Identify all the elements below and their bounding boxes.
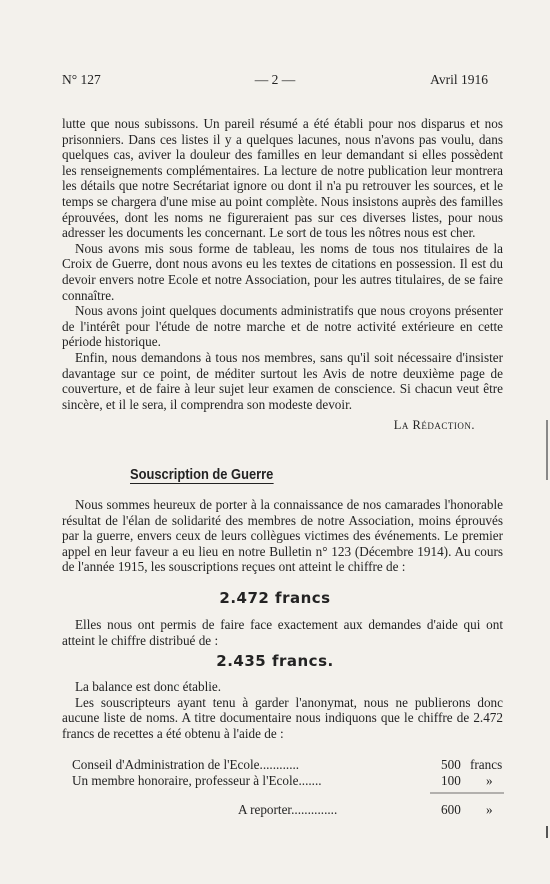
carry-row — [72, 802, 504, 818]
binding-edge — [546, 826, 548, 838]
paragraph: Nous avons mis sous forme de tableau, les noms de tous nos titulaires de la Croix de Guerre, dont nous avons eu les textes de citations en possession. Il est du devoir envers notre Ecole et notre Association, pour les autres titulaires, de se faire connaître. — [62, 240, 503, 303]
ledger-unit: » — [486, 773, 493, 788]
paragraph: Enfin, nous demandons à tous nos membres, sans qu'il soit nécessaire d'insister davantage sur ce point, de méditer surtout les Avis de notre deuxième page de couverture, et de faire à leur sujet leur examen de conscience. Si chacun veut être sincère, et il le sera, il comprendra son modeste devoir. — [62, 349, 503, 412]
ledger-amount: 100 — [441, 773, 461, 788]
issue-date: Avril 1916 — [430, 72, 488, 87]
issue-number: N° 127 — [62, 72, 101, 87]
signature: La Rédaction. — [393, 418, 475, 433]
paragraph: Nous sommes heureux de porter à la connaissance de nos camarades l'honorable résultat de l'élan de solidarité des membres de notre Association, moins éprouvés par la guerre, envers ceux de leurs collègues victimes des événements. Le premier appel en leur faveur a eu lieu en notre Bulletin n° 123 (Décembre 1914). Au cours de l'année 1915, les souscriptions reçues ont atteint le chiffre de : — [62, 497, 503, 575]
carry-unit: » — [486, 802, 493, 817]
ledger-label: Un membre honoraire, professeur à l'Ecole....... — [72, 773, 322, 788]
amount-distributed: 2.435 francs. — [216, 652, 334, 670]
carry-amount: 600 — [441, 802, 461, 817]
carry-label: A reporter.............. — [238, 802, 338, 817]
paragraph: Les souscripteurs ayant tenu à garder l'anonymat, nous ne publierons donc aucune liste de noms. A titre documentaire nous indiquons que le chiffre de 2.472 francs de recettes a été obtenu à l'aide de : — [62, 694, 503, 741]
paragraph: Elles nous ont permis de faire face exactement aux demandes d'aide qui ont atteint le chiffre distribué de : — [62, 617, 503, 648]
ledger-unit: francs — [470, 757, 503, 772]
paragraph: La balance est donc établie. — [75, 679, 222, 694]
paragraph: Nous avons joint quelques documents administratifs que nous croyons présenter de l'intérêt pour l'étude de notre marche et de notre activité extérieure en cette période historique. — [62, 303, 503, 350]
page-number: — 2 — — [254, 72, 296, 87]
section-title: Souscription de Guerre — [130, 466, 274, 483]
binding-edge — [546, 420, 548, 480]
carry-forward — [72, 802, 504, 818]
ledger-amount: 500 — [441, 757, 461, 772]
ledger-label: Conseil d'Administration de l'Ecole............ — [72, 757, 300, 772]
paragraph: lutte que nous subissons. Un pareil résumé a été établi pour nos disparus et nos prisonniers. Dans ces listes il y a quelques lacunes, nous n'avons pas voulu, dans quelques cas, aviver la douleur des familles en leur demandant si elles possèdent les renseignements complémentaires. La lecture de notre publication leur montrera les détails que notre Secrétariat ignore ou dont il n'a pu retrouver les sources, et le temps se chargera d'une mise au point complète. Nous insistons auprès des familles éprouvées, dont les noms ne figureraient pas sur ces diverses listes, pour nous adresser les documents les concernant. Le sort de tous les nôtres nous est cher. — [62, 116, 503, 241]
amount-received: 2.472 francs — [219, 589, 331, 607]
